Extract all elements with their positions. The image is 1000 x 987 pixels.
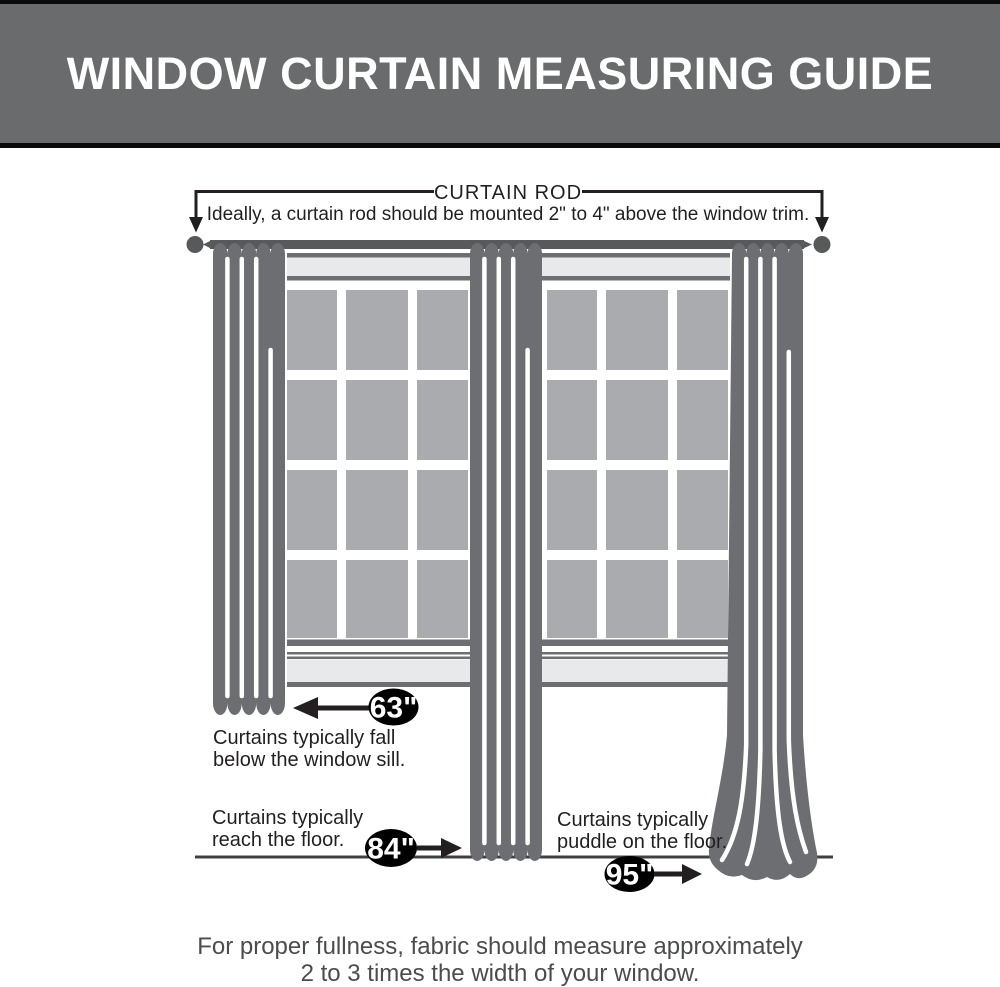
- down-arrow-icon: [815, 217, 829, 233]
- footer-note-line1: For proper fullness, fabric should measure approximately: [197, 933, 803, 960]
- right-arrow-icon: [441, 838, 462, 858]
- window-pane: [677, 290, 728, 370]
- length-badge-value: 84": [367, 832, 415, 866]
- window-pane: [287, 290, 337, 370]
- window-pane: [346, 290, 408, 370]
- right-arrow-icon: [682, 864, 702, 884]
- window-pane: [547, 380, 597, 460]
- window-pane: [677, 470, 728, 550]
- measuring-guide-diagram: [0, 150, 1000, 987]
- rod-cap-right: [802, 240, 812, 249]
- rod-finial-left: [187, 236, 204, 253]
- footer-note-line2: 2 to 3 times the width of your window.: [300, 960, 700, 987]
- curtain-panel-left: [213, 243, 285, 715]
- window-pane: [346, 380, 408, 460]
- window-pane: [677, 380, 728, 460]
- rod-cap-left: [203, 240, 212, 249]
- window-pane: [417, 380, 468, 460]
- window-pane: [417, 290, 468, 370]
- measurement-description: reach the floor.: [212, 829, 345, 851]
- window-panes-left: [287, 290, 468, 638]
- window-pane: [287, 470, 337, 550]
- down-arrow-icon: [189, 217, 203, 233]
- window-pane: [417, 470, 468, 550]
- window-pane: [547, 470, 597, 550]
- window-panes-right: [547, 290, 728, 638]
- window-pane: [287, 560, 337, 638]
- window-pane: [287, 380, 337, 460]
- curtain-panel-center: [470, 243, 542, 861]
- window-pane: [417, 560, 468, 638]
- length-badge-value: 63": [369, 691, 418, 725]
- header-banner: [0, 0, 1000, 148]
- window-pane: [346, 470, 408, 550]
- window-pane: [606, 470, 668, 550]
- window-pane: [547, 560, 597, 638]
- curtain-rod-callout: [189, 182, 829, 233]
- window-pane: [346, 560, 408, 638]
- measurement-description: Curtains typically: [212, 807, 364, 829]
- measurement-description: Curtains typically: [557, 809, 709, 831]
- window-pane: [606, 560, 668, 638]
- curtain-rod-label: CURTAIN ROD: [433, 182, 583, 204]
- rod-finial-right: [814, 236, 831, 253]
- window-pane: [606, 290, 668, 370]
- left-arrow-icon: [293, 697, 318, 719]
- measurement-description: below the window sill.: [213, 749, 406, 771]
- window-pane: [677, 560, 728, 638]
- window-pane: [547, 290, 597, 370]
- length-badge-value: 95": [605, 858, 654, 892]
- window-pane: [606, 380, 668, 460]
- measurement-description: puddle on the floor.: [557, 831, 728, 853]
- measurement-description: Curtains typically fall: [213, 727, 396, 749]
- page-title: WINDOW CURTAIN MEASURING GUIDE: [66, 47, 934, 99]
- measurement-95: [557, 809, 727, 892]
- footer-note: [197, 933, 803, 987]
- curtain-rod-description: Ideally, a curtain rod should be mounted 2" to 4" above the window trim.: [206, 204, 810, 225]
